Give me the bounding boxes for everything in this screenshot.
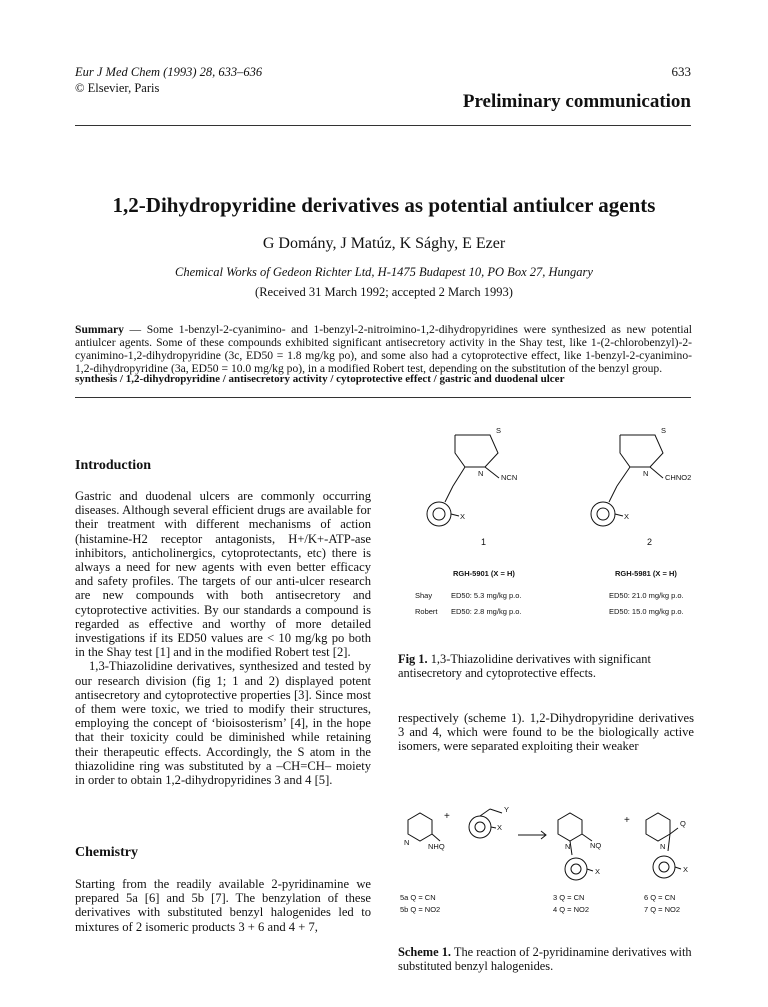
chemistry-body: Starting from the readily available 2-pyridinamine we prepared 5a [6] and 5b [7]. The benzylation of these derivatives with substituted benzyl halogenides led to mixtures of 2 isomeric products 3 + 6 and 4 + 7, (75, 877, 371, 934)
intro-paragraph-2: 1,3-Thiazolidine derivatives, synthesized and tested by our research division (fig 1; 1 and 2) displayed potent antisecretory and cytoprotective properties [3]. Since most of them were toxic, we tried to modify their structures, employing the concept of ‘bioisosterism’ [4], in the hope that their toxicity could be diminished while retaining their therapeutic effects. Accordingly, the S atom in the thiazolidine ring was substituted by a –CH=CH– moiety in order to obtain 1,2-dihydropyridines 3 and 4 [5]. (75, 659, 371, 788)
atom-n-1: N (478, 469, 484, 478)
atom-n-3: N (565, 842, 571, 851)
summary-text: — Some 1-benzyl-2-cyanimino- and 1-benzyl-2-nitroimino-1,2-dihydropyridines were synthesized as new potential antiulcer agents. Some of these compounds exhibited significant antisecretory activity in the Shay test, like 1-(2-chlorobenzyl)-2-cyanimino-1,2-dihydropyridine (3c, ED50 = 1.8 mg/kg po), and some also had a cytoprotective effect, like 1-benzyl-2-cyanimino-1,2-dihydropyridine (3a, ED50 = 10.0 mg/kg po), in a modified Robert test, depending on the substitution of the benzyl group. (75, 323, 692, 375)
atom-x-1: X (460, 512, 466, 521)
row-robert: Robert (415, 607, 438, 616)
scheme-1-caption-label: Scheme 1. (398, 945, 451, 959)
atom-n-5: N (404, 838, 410, 847)
benzene-ring-1 (427, 502, 451, 526)
group-chno2: CHNO2 (665, 473, 692, 482)
row-shay: Shay (415, 591, 433, 600)
compound-1-code: RGH-5901 (X = H) (453, 569, 515, 578)
header-rule (75, 125, 691, 126)
scheme-1 (398, 785, 696, 885)
article-title: 1,2-Dihydropyridine derivatives as potential antiulcer agents (112, 193, 656, 217)
publisher: © Elsevier, Paris (75, 81, 160, 95)
group-ncn: NCN (501, 473, 518, 482)
atom-n-6: N (660, 842, 666, 851)
pyridine-ring-3 (558, 813, 582, 841)
plus-sign-1: + (444, 811, 450, 822)
atom-y: Y (504, 805, 510, 814)
benzyl-halide-ring (469, 816, 491, 838)
received-dates: (Received 31 March 1992; accepted 2 March 1993) (255, 285, 513, 299)
summary-label: Summary (75, 323, 124, 336)
thiazolidine-ring-2 (620, 435, 663, 467)
label-4: 4 Q = NO2 (553, 905, 590, 914)
benzyl-ring-3 (565, 858, 587, 880)
group-nq: NQ (590, 841, 602, 850)
benzyl-ring-6 (653, 856, 675, 878)
scheme-1-caption-text: The reaction of 2-pyridinamine derivatives with substituted benzyl halogenides. (398, 945, 692, 973)
atom-n-2: N (643, 469, 649, 478)
thiazolidine-ring-1 (455, 435, 498, 467)
label-6: 6 Q = CN (644, 893, 676, 902)
atom-s-2: S (661, 426, 667, 435)
compound-2-number: 2 (647, 537, 653, 547)
right-column-paragraph: respectively (scheme 1). 1,2-Dihydropyridine derivatives 3 and 4, which were found to be the biologically active isomers, were separated exploiting their weaker (398, 711, 694, 754)
group-nhq: NHQ (428, 842, 445, 851)
plus-sign-2: + (624, 815, 630, 826)
scheme-1-compound-labels (398, 890, 696, 930)
atom-s-1: S (496, 426, 502, 435)
atom-q-6: Q (680, 819, 686, 828)
introduction-body (75, 489, 371, 787)
figure-1-caption (398, 652, 694, 680)
journal-citation: Eur J Med Chem (1993) 28, 633–636 (75, 65, 263, 79)
label-3: 3 Q = CN (553, 893, 585, 902)
atom-x-6: X (683, 865, 689, 874)
compound-2-code: RGH-5981 (X = H) (615, 569, 677, 578)
scheme-1-caption (398, 945, 694, 973)
c2-shay-ed50: ED50: 21.0 mg/kg p.o. (609, 591, 684, 600)
introduction-heading: Introduction (75, 458, 151, 473)
figure-1-caption-text: 1,3-Thiazolidine derivatives with significant antisecretory and cytoprotective effects. (398, 652, 651, 680)
atom-x-3: X (595, 867, 601, 876)
pyridine-ring-6 (646, 813, 670, 841)
atom-x-2: X (624, 512, 630, 521)
chemistry-heading: Chemistry (75, 845, 138, 860)
figure-1 (395, 420, 695, 640)
pyridine-ring-5 (408, 813, 432, 841)
journal-info (75, 64, 262, 96)
label-5a: 5a Q = CN (400, 893, 436, 902)
keywords: synthesis / 1,2-dihydropyridine / antisecretory activity / cytoprotective effect / gastric and duodenal ulcer (75, 373, 565, 385)
c2-robert-ed50: ED50: 15.0 mg/kg p.o. (609, 607, 684, 616)
affiliation: Chemical Works of Gedeon Richter Ltd, H-1475 Budapest 10, PO Box 27, Hungary (175, 265, 593, 279)
summary-rule (75, 397, 691, 398)
atom-x-halide: X (497, 823, 503, 832)
figure-1-caption-label: Fig 1. (398, 652, 428, 666)
communication-type: Preliminary communication (462, 91, 691, 112)
c1-shay-ed50: ED50: 5.3 mg/kg p.o. (451, 591, 522, 600)
c1-robert-ed50: ED50: 2.8 mg/kg p.o. (451, 607, 522, 616)
benzene-ring-2 (591, 502, 615, 526)
summary (75, 323, 692, 375)
label-5b: 5b Q = NO2 (400, 905, 441, 914)
page-number: 633 (671, 64, 691, 79)
label-7: 7 Q = NO2 (644, 905, 681, 914)
intro-paragraph-1: Gastric and duodenal ulcers are commonly occurring diseases. Although several efficient drugs are available for their treatment with different mechanisms of action (histamine-H2 receptor antagonists, H+/K+-ATP-ase inhibitors, anticholinergics, cytoprotectants, etc) there is always a need for new agents with even better efficacy and safety profiles. The targets of our anti-ulcer research are new compounds with both antisecretory and cytoprotective activities. By our standards a compound is regarded as effective and worthy of more detailed investigations if its ED50 values are < 10 mg/kg po both in the Shay test [1] and in the modified Robert test [2]. (75, 489, 371, 660)
authors: G Domány, J Matúz, K Sághy, E Ezer (262, 235, 506, 252)
compound-1-number: 1 (481, 537, 487, 547)
